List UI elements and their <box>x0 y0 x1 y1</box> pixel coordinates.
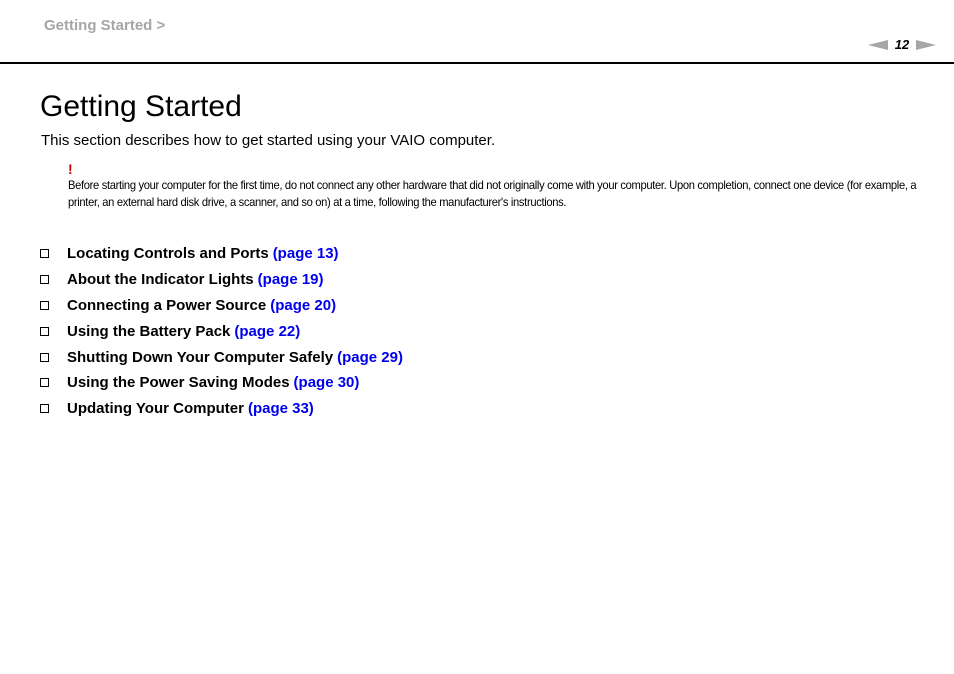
toc-item <box>40 370 403 396</box>
right-triangle-arrow-icon[interactable] <box>916 39 936 51</box>
caution-note <box>68 162 918 211</box>
toc-page-link[interactable]: (page 22) <box>234 322 301 340</box>
checkbox-bullet-icon <box>40 353 49 362</box>
checkbox-bullet-icon <box>40 404 49 413</box>
toc-page-link[interactable]: (page 13) <box>272 245 339 263</box>
checkbox-bullet-icon <box>40 275 49 284</box>
toc-item <box>40 396 403 422</box>
checkbox-bullet-icon <box>40 301 49 310</box>
toc-item <box>40 318 403 344</box>
toc-item <box>40 293 403 319</box>
left-triangle-arrow-icon[interactable] <box>868 39 888 51</box>
intro-text: This section describes how to get started using your VAIO computer. <box>41 132 496 149</box>
toc-item <box>40 267 403 293</box>
toc-page-link[interactable]: (page 30) <box>293 374 360 392</box>
checkbox-bullet-icon <box>40 327 49 336</box>
toc-item-label: About the Indicator Lights <box>67 271 254 289</box>
toc-item-label: Shutting Down Your Computer Safely <box>67 348 334 366</box>
toc-page-link[interactable]: (page 29) <box>337 348 403 366</box>
toc-item-label: Updating Your Computer <box>67 400 244 418</box>
toc-item <box>40 344 403 370</box>
toc-item-label: Connecting a Power Source <box>67 296 267 314</box>
toc-page-link[interactable]: (page 20) <box>270 296 337 314</box>
checkbox-bullet-icon <box>40 378 49 387</box>
page-title: Getting Started <box>40 90 242 123</box>
page-number: 12 <box>894 37 910 52</box>
toc-item-label: Locating Controls and Ports <box>67 245 269 263</box>
caution-text: Before starting your computer for the first time, do not connect any other hardware that did not originally come with your computer. Upon completion, connect one device (for example, a printer, an external hard disk drive, a scanner, and so on) at a time, following the manufacturer's instructions. <box>68 178 917 209</box>
checkbox-bullet-icon <box>40 249 49 258</box>
toc-page-link[interactable]: (page 33) <box>247 400 314 418</box>
toc-item-label: Using the Power Saving Modes <box>67 374 290 392</box>
breadcrumb[interactable]: Getting Started > <box>44 17 166 34</box>
toc-page-link[interactable]: (page 19) <box>257 271 324 289</box>
caution-icon: ! <box>68 161 73 177</box>
header-divider <box>0 62 954 64</box>
toc-item <box>40 241 403 267</box>
toc-list <box>40 241 403 422</box>
toc-item-label: Using the Battery Pack <box>67 322 231 340</box>
page-navigation <box>868 37 936 52</box>
